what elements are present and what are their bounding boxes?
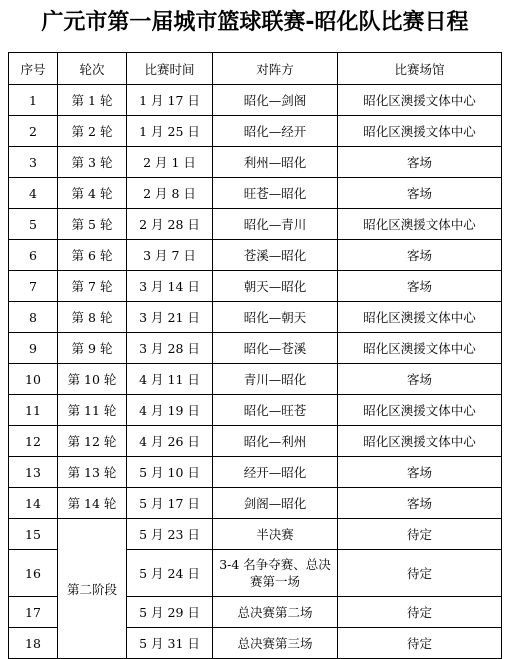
cell-venue: 客场 — [338, 147, 502, 178]
header-row — [9, 53, 502, 85]
cell-no: 4 — [9, 178, 58, 209]
table-row — [9, 395, 502, 426]
table-row — [9, 85, 502, 116]
cell-round: 第 14 轮 — [58, 488, 127, 519]
cell-date: 5 月 24 日 — [127, 550, 213, 597]
table-row — [9, 364, 502, 395]
cell-match: 总决赛第二场 — [213, 597, 338, 628]
cell-match: 昭化—青川 — [213, 209, 338, 240]
cell-match: 昭化—旺苍 — [213, 395, 338, 426]
table-row — [9, 426, 502, 457]
cell-round: 第 3 轮 — [58, 147, 127, 178]
table-row — [9, 178, 502, 209]
cell-match: 半决赛 — [213, 519, 338, 550]
cell-no: 12 — [9, 426, 58, 457]
cell-no: 8 — [9, 302, 58, 333]
cell-match: 朝天—昭化 — [213, 271, 338, 302]
cell-date: 5 月 29 日 — [127, 597, 213, 628]
cell-date: 4 月 26 日 — [127, 426, 213, 457]
cell-no: 9 — [9, 333, 58, 364]
cell-no: 11 — [9, 395, 58, 426]
table-row — [9, 488, 502, 519]
cell-match: 昭化—经开 — [213, 116, 338, 147]
cell-no: 13 — [9, 457, 58, 488]
cell-match: 剑阁—昭化 — [213, 488, 338, 519]
cell-no: 18 — [9, 628, 58, 659]
cell-round: 第 7 轮 — [58, 271, 127, 302]
table-row — [9, 147, 502, 178]
column-header-no: 序号 — [9, 53, 58, 85]
cell-match: 总决赛第三场 — [213, 628, 338, 659]
cell-date: 4 月 19 日 — [127, 395, 213, 426]
cell-venue: 待定 — [338, 597, 502, 628]
cell-venue: 待定 — [338, 550, 502, 597]
cell-match: 昭化—利州 — [213, 426, 338, 457]
column-header-match: 对阵方 — [213, 53, 338, 85]
cell-no: 17 — [9, 597, 58, 628]
cell-no: 7 — [9, 271, 58, 302]
cell-no: 3 — [9, 147, 58, 178]
cell-venue: 客场 — [338, 457, 502, 488]
cell-round: 第 5 轮 — [58, 209, 127, 240]
cell-venue: 客场 — [338, 271, 502, 302]
cell-date: 5 月 31 日 — [127, 628, 213, 659]
cell-match: 3-4 名争夺赛、总决赛第一场 — [213, 550, 338, 597]
cell-date: 4 月 11 日 — [127, 364, 213, 395]
cell-venue: 客场 — [338, 178, 502, 209]
cell-date: 5 月 17 日 — [127, 488, 213, 519]
cell-round: 第 8 轮 — [58, 302, 127, 333]
cell-match: 青川—昭化 — [213, 364, 338, 395]
cell-venue: 昭化区澳援文体中心 — [338, 395, 502, 426]
cell-no: 1 — [9, 85, 58, 116]
table-row — [9, 240, 502, 271]
table-row — [9, 457, 502, 488]
cell-round: 第 12 轮 — [58, 426, 127, 457]
cell-venue: 昭化区澳援文体中心 — [338, 302, 502, 333]
cell-match: 旺苍—昭化 — [213, 178, 338, 209]
cell-match: 苍溪—昭化 — [213, 240, 338, 271]
cell-no: 5 — [9, 209, 58, 240]
cell-match: 昭化—朝天 — [213, 302, 338, 333]
cell-venue: 昭化区澳援文体中心 — [338, 426, 502, 457]
cell-match: 昭化—苍溪 — [213, 333, 338, 364]
cell-round: 第 13 轮 — [58, 457, 127, 488]
cell-date: 2 月 1 日 — [127, 147, 213, 178]
cell-venue: 待定 — [338, 519, 502, 550]
schedule-table — [8, 52, 502, 659]
page-title: 广元市第一届城市篮球联赛-昭化队比赛日程 — [41, 10, 469, 35]
cell-round-stage2: 第二阶段 — [58, 519, 127, 659]
cell-round: 第 10 轮 — [58, 364, 127, 395]
cell-date: 1 月 25 日 — [127, 116, 213, 147]
cell-round: 第 9 轮 — [58, 333, 127, 364]
table-row — [9, 116, 502, 147]
table-row — [9, 333, 502, 364]
table-row — [9, 302, 502, 333]
cell-no: 6 — [9, 240, 58, 271]
column-header-venue: 比赛场馆 — [338, 53, 502, 85]
cell-date: 2 月 8 日 — [127, 178, 213, 209]
cell-venue: 客场 — [338, 364, 502, 395]
cell-round: 第 11 轮 — [58, 395, 127, 426]
cell-venue: 客场 — [338, 488, 502, 519]
cell-round: 第 2 轮 — [58, 116, 127, 147]
cell-date: 1 月 17 日 — [127, 85, 213, 116]
cell-round: 第 1 轮 — [58, 85, 127, 116]
cell-round: 第 4 轮 — [58, 178, 127, 209]
cell-venue: 客场 — [338, 240, 502, 271]
cell-date: 3 月 21 日 — [127, 302, 213, 333]
cell-date: 3 月 14 日 — [127, 271, 213, 302]
cell-venue: 昭化区澳援文体中心 — [338, 209, 502, 240]
cell-venue: 昭化区澳援文体中心 — [338, 333, 502, 364]
table-row — [9, 271, 502, 302]
cell-no: 10 — [9, 364, 58, 395]
cell-match: 昭化—剑阁 — [213, 85, 338, 116]
column-header-date: 比赛时间 — [127, 53, 213, 85]
table-row — [9, 519, 502, 550]
cell-match: 利州—昭化 — [213, 147, 338, 178]
cell-date: 3 月 7 日 — [127, 240, 213, 271]
cell-round: 第 6 轮 — [58, 240, 127, 271]
cell-date: 2 月 28 日 — [127, 209, 213, 240]
column-header-round: 轮次 — [58, 53, 127, 85]
cell-date: 5 月 23 日 — [127, 519, 213, 550]
table-row — [9, 209, 502, 240]
cell-venue: 昭化区澳援文体中心 — [338, 85, 502, 116]
cell-date: 5 月 10 日 — [127, 457, 213, 488]
cell-match: 经开—昭化 — [213, 457, 338, 488]
cell-date: 3 月 28 日 — [127, 333, 213, 364]
cell-venue: 昭化区澳援文体中心 — [338, 116, 502, 147]
cell-venue: 待定 — [338, 628, 502, 659]
cell-no: 16 — [9, 550, 58, 597]
cell-no: 14 — [9, 488, 58, 519]
cell-no: 2 — [9, 116, 58, 147]
cell-no: 15 — [9, 519, 58, 550]
